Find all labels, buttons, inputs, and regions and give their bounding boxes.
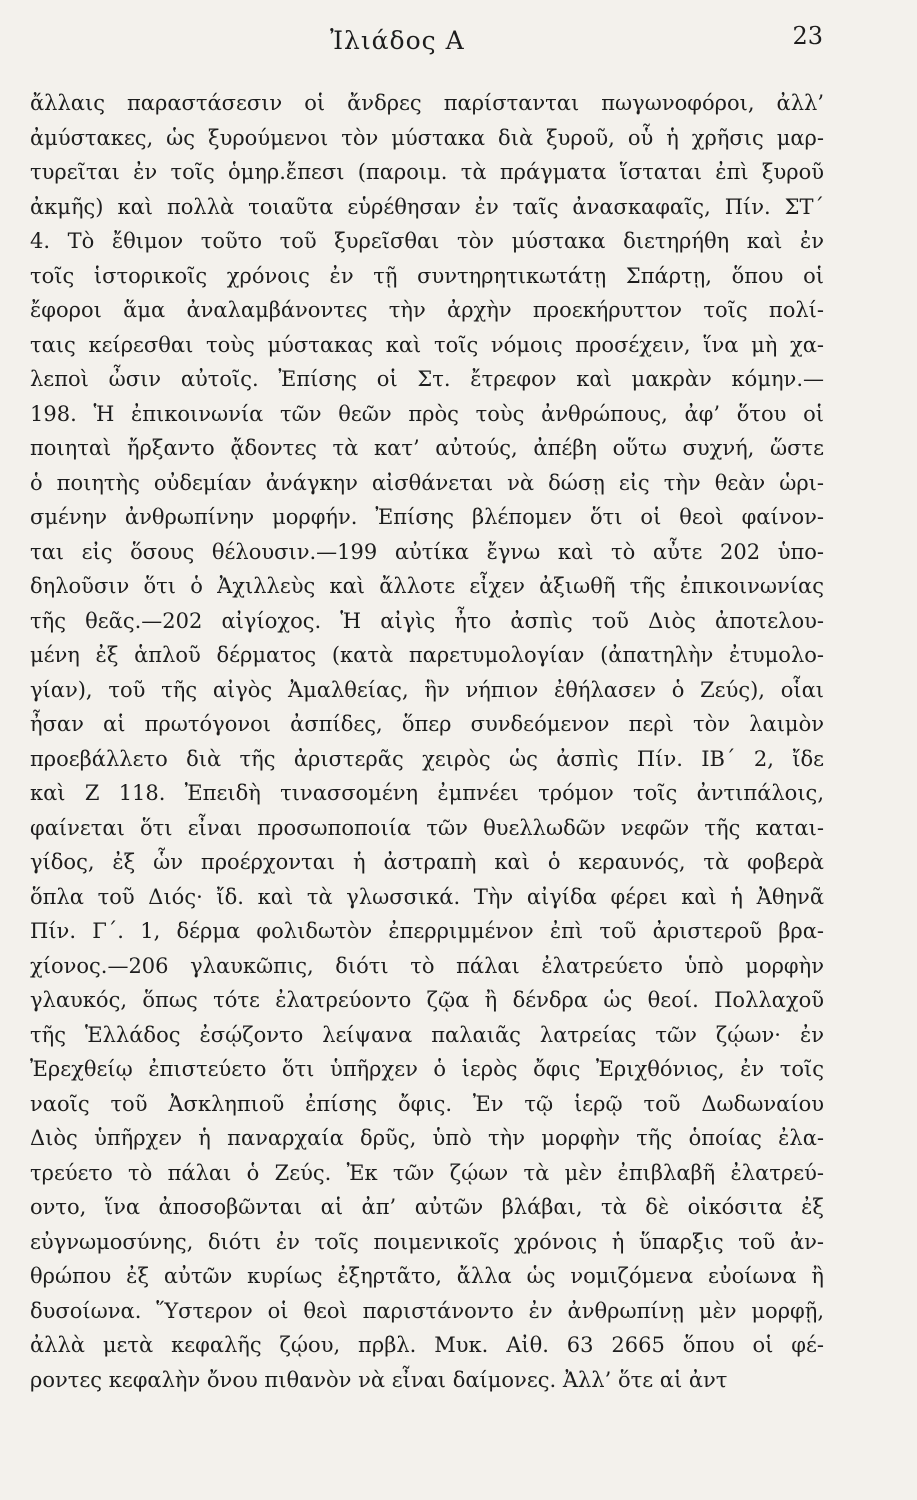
text-line: ὁ ποιητὴς οὐδεμίαν ἀνάγκην αἰσθάνεται νὰ δώσῃ εἰς τὴν θεὰν ὡρι- [30, 470, 824, 495]
text-line: ναοῖς τοῦ Ἀσκληπιοῦ ἐπίσης ὄφις. Ἐν τῷ ἱερῷ τοῦ Δωδωναίου [30, 1091, 824, 1116]
text-line: Ἐρεχθείῳ ἐπιστεύετο ὅτι ὑπῆρχεν ὁ ἱερὸς ὄφις Ἐριχθόνιος, ἐν τοῖς [30, 1057, 824, 1081]
text-line: προεβάλλετο διὰ τῆς ἀριστερᾶς χειρὸς ὡς ἀσπὶς Πίν. ΙΒ΄ 2, ἴδε [30, 746, 824, 771]
text-line: τυρεῖται ἐν τοῖς ὁμηρ.ἔπεσι (παροιμ. τὰ πράγματα ἵσταται ἐπὶ ξυροῦ [30, 160, 824, 184]
text-line: Πίν. Γ΄. 1, δέρμα φολιδωτὸν ἐπερριμμένον ἐπὶ τοῦ ἀριστεροῦ βρα- [30, 919, 824, 943]
text-line: τῆς Ἑλλάδος ἐσῴζοντο λείψανα παλαιᾶς λατρείας τῶν ζῴων· ἐν [30, 1022, 824, 1047]
page-header [0, 20, 917, 60]
text-line: ὅπλα τοῦ Διός· ἴδ. καὶ τὰ γλωσσικά. Τὴν αἰγίδα φέρει καὶ ἡ Ἀθηνᾶ [30, 884, 824, 909]
text-line: ἄλλαις παραστάσεσιν οἱ ἄνδρες παρίστανται πωγωνοφόροι, ἀλλ’ [30, 91, 824, 115]
text-line: λεποὶ ὦσιν αὐτοῖς. Ἐπίσης οἱ Στ. ἔτρεφον καὶ μακρὰν κόμην.— [30, 367, 824, 391]
text-line: μένη ἐξ ἁπλοῦ δέρματος (κατὰ παρετυμολογίαν (ἀπατηλὴν ἐτυμολο- [30, 643, 824, 667]
commentary-text [30, 86, 824, 1397]
text-line: τοῖς ἱστορικοῖς χρόνοις ἐν τῇ συντηρητικωτάτῃ Σπάρτῃ, ὅπου οἱ [30, 263, 824, 288]
text-line: γίδος, ἐξ ὧν προέρχονται ἡ ἀστραπὴ καὶ ὁ κεραυνός, τὰ φοβερὰ [30, 850, 824, 874]
text-line: δυσοίωνα. Ὕστερον οἱ θεοὶ παριστάνοντο ἐν ἀνθρωπίνῃ μὲν μορφῇ, [30, 1298, 824, 1323]
text-line: ροντες κεφαλὴν ὄνου πιθανὸν νὰ εἶναι δαίμονες. Ἀλλ’ ὅτε αἱ ἀντ [30, 1367, 728, 1392]
text-line: ἔφοροι ἅμα ἀναλαμβάνοντες τὴν ἀρχὴν προεκήρυττον τοῖς πολί- [30, 298, 824, 322]
text-line: γίαν), τοῦ τῆς αἰγὸς Ἀμαλθείας, ἣν νήπιον ἐθήλασεν ὁ Ζεύς), οἷαι [30, 677, 824, 702]
text-line: ἀλλὰ μετὰ κεφαλῆς ζῴου, πρβλ. Μυκ. Αἰθ. 63 2665 ὅπου οἱ φέ- [30, 1333, 824, 1357]
text-line: 4. Τὸ ἔθιμον τοῦτο τοῦ ξυρεῖσθαι τὸν μύστακα διετηρήθη καὶ ἐν [30, 229, 824, 253]
text-line: σμένην ἀνθρωπίνην μορφήν. Ἐπίσης βλέπομεν ὅτι οἱ θεοὶ φαίνον- [30, 505, 824, 529]
text-line: δηλοῦσιν ὅτι ὁ Ἀχιλλεὺς καὶ ἄλλοτε εἶχεν ἀξιωθῆ τῆς ἐπικοινωνίας [30, 574, 824, 598]
text-line: ἦσαν αἱ πρωτόγονοι ἀσπίδες, ὅπερ συνδεόμενον περὶ τὸν λαιμὸν [30, 712, 824, 736]
page-number: 23 [792, 22, 823, 50]
running-title: Ἰλιάδος Α [330, 26, 465, 55]
text-line: 198. Ἡ ἐπικοινωνία τῶν θεῶν πρὸς τοὺς ἀνθρώπους, ἀφ’ ὅτου οἱ [30, 401, 824, 426]
text-line: οντο, ἵνα ἀποσοβῶνται αἱ ἀπ’ αὐτῶν βλάβαι, τὰ δὲ οἰκόσιτα ἐξ [30, 1195, 824, 1219]
text-line: ται εἰς ὅσους θέλουσιν.—199 αὐτίκα ἔγνω καὶ τὸ αὖτε 202 ὑπο- [30, 539, 824, 564]
text-line: ἀμύστακες, ὡς ξυρούμενοι τὸν μύστακα διὰ ξυροῦ, οὗ ἡ χρῆσις μαρ- [30, 125, 824, 150]
text-line: ταις κείρεσθαι τοὺς μύστακας καὶ τοῖς νόμοις προσέχειν, ἵνα μὴ χα- [30, 332, 824, 357]
text-line: καὶ Ζ 118. Ἐπειδὴ τινασσομένη ἐμπνέει τρόμον τοῖς ἀντιπάλοις, [30, 781, 824, 805]
text-line: ποιηταὶ ἤρξαντο ᾄδοντες τὰ κατ’ αὐτούς, ἀπέβη οὕτω συχνή, ὥστε [30, 436, 824, 460]
text-line: Διὸς ὑπῆρχεν ἡ παναρχαία δρῦς, ὑπὸ τὴν μορφὴν τῆς ὁποίας ἐλα- [30, 1126, 824, 1150]
text-line: ἀκμῆς) καὶ πολλὰ τοιαῦτα εὑρέθησαν ἐν ταῖς ἀνασκαφαῖς, Πίν. ΣΤ΄ [30, 194, 824, 219]
text-line: φαίνεται ὅτι εἶναι προσωποποιία τῶν θυελλωδῶν νεφῶν τῆς καται- [30, 815, 824, 840]
text-line: τῆς θεᾶς.—202 αἰγίοχος. Ἡ αἰγὶς ἦτο ἀσπὶς τοῦ Διὸς ἀποτελου- [30, 608, 824, 633]
text-line: χίονος.—206 γλαυκῶπις, διότι τὸ πάλαι ἐλατρεύετο ὑπὸ μορφὴν [30, 953, 824, 978]
text-line: τρεύετο τὸ πάλαι ὁ Ζεύς. Ἐκ τῶν ζῴων τὰ μὲν ἐπιβλαβῆ ἐλατρεύ- [30, 1160, 824, 1185]
text-line: γλαυκός, ὅπως τότε ἐλατρεύοντο ζῷα ἢ δένδρα ὡς θεοί. Πολλαχοῦ [30, 988, 824, 1012]
text-line: θρώπου ἐξ αὐτῶν κυρίως ἐξηρτᾶτο, ἄλλα ὡς νομιζόμενα εὐοίωνα ἢ [30, 1264, 824, 1288]
text-line: εὐγνωμοσύνης, διότι ἐν τοῖς ποιμενικοῖς χρόνοις ἡ ὕπαρξις τοῦ ἀν- [30, 1229, 824, 1254]
